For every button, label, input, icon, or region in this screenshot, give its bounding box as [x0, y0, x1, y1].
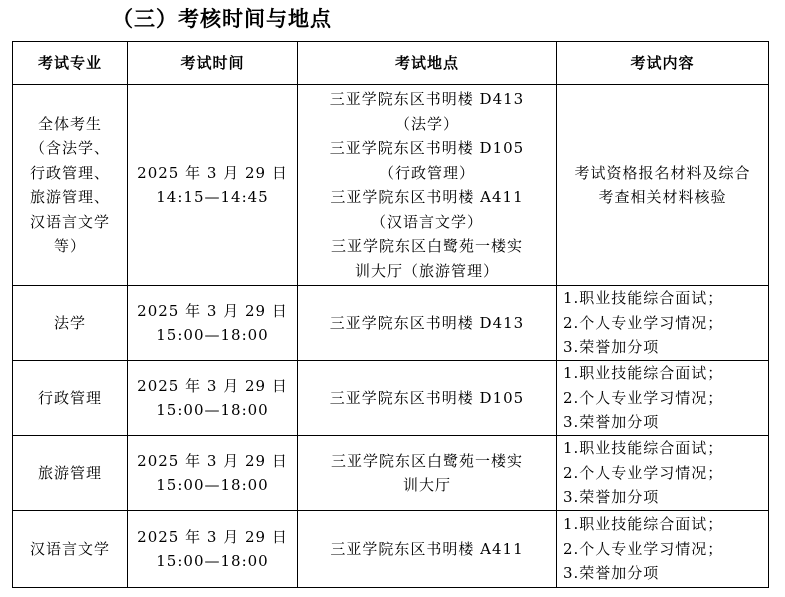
major-line: 行政管理 — [37, 388, 102, 407]
major-line: （含法学、 — [29, 139, 110, 157]
time-range: 14:15—14:45 — [156, 188, 269, 206]
major-line: 全体考生 — [37, 114, 102, 133]
location-line: 三亚学院东区书明楼 D413 — [329, 90, 525, 108]
time-range: 15:00—18:00 — [156, 552, 269, 570]
content-line: 3.荣誉加分项 — [563, 413, 660, 432]
content-line: 1.职业技能综合面试； — [563, 364, 724, 383]
time-cell — [128, 85, 298, 286]
time-range: 15:00—18:00 — [156, 401, 269, 419]
time-cell — [128, 511, 298, 588]
content-line: 考试资格报名材料及综合 — [574, 163, 751, 182]
content-line: 考查相关材料核验 — [598, 188, 727, 206]
major-cell — [13, 361, 128, 436]
time-date: 2025 年 3 月 29 日 — [137, 527, 288, 546]
table-row — [13, 361, 769, 436]
header-time: 考试时间 — [128, 42, 298, 85]
content-cell — [557, 511, 769, 588]
location-line: 三亚学院东区书明楼 A411 — [330, 539, 524, 558]
time-date: 2025 年 3 月 29 日 — [137, 301, 288, 320]
major-line: 汉语言文学 — [29, 539, 110, 558]
table-row — [13, 286, 769, 361]
content-line: 1.职业技能综合面试； — [563, 439, 724, 458]
content-line: 1.职业技能综合面试； — [563, 289, 724, 308]
table-row — [13, 436, 769, 511]
location-line: 训大厅 — [402, 476, 451, 494]
content-line: 2.个人专业学习情况； — [563, 463, 724, 482]
location-cell — [298, 85, 557, 286]
content-line: 3.荣誉加分项 — [563, 338, 660, 357]
time-range: 15:00—18:00 — [156, 326, 269, 344]
location-line: 三亚学院东区书明楼 D413 — [329, 313, 525, 332]
location-line: 训大厅（旅游管理） — [354, 261, 499, 280]
location-line: 三亚学院东区书明楼 D105 — [329, 388, 525, 407]
major-line: 汉语言文学 — [29, 212, 110, 231]
location-line: 三亚学院东区书明楼 A411 — [330, 188, 524, 206]
time-cell — [128, 361, 298, 436]
exam-schedule-table — [12, 41, 769, 588]
location-line: 三亚学院东区白鹭苑一楼实 — [330, 451, 523, 470]
content-cell — [557, 361, 769, 436]
table-row — [13, 511, 769, 588]
location-cell — [298, 436, 557, 511]
table-row — [13, 85, 769, 286]
header-content: 考试内容 — [557, 42, 769, 85]
location-line: （行政管理） — [378, 163, 475, 182]
header-major: 考试专业 — [13, 42, 128, 85]
content-line: 1.职业技能综合面试； — [563, 515, 724, 534]
content-cell — [557, 85, 769, 286]
time-date: 2025 年 3 月 29 日 — [137, 376, 288, 395]
major-line: 旅游管理 — [37, 463, 102, 482]
major-cell — [13, 85, 128, 286]
content-cell — [557, 436, 769, 511]
time-cell — [128, 436, 298, 511]
major-cell — [13, 286, 128, 361]
location-line: （汉语言文学） — [370, 212, 483, 231]
major-line: 等） — [53, 237, 86, 255]
location-line: 三亚学院东区书明楼 D105 — [329, 139, 525, 157]
content-line: 2.个人专业学习情况； — [563, 313, 724, 332]
major-cell — [13, 436, 128, 511]
content-line: 3.荣誉加分项 — [563, 564, 660, 583]
time-date: 2025 年 3 月 29 日 — [137, 163, 288, 182]
location-line: 三亚学院东区白鹭苑一楼实 — [330, 237, 523, 255]
content-line: 2.个人专业学习情况； — [563, 539, 724, 558]
content-line: 2.个人专业学习情况； — [563, 388, 724, 407]
table-header-row — [13, 42, 769, 85]
major-line: 旅游管理、 — [29, 188, 110, 206]
location-cell — [298, 286, 557, 361]
major-cell — [13, 511, 128, 588]
content-line: 3.荣誉加分项 — [563, 488, 660, 507]
major-line: 行政管理、 — [29, 163, 110, 182]
location-cell — [298, 361, 557, 436]
major-line: 法学 — [53, 313, 86, 332]
location-cell — [298, 511, 557, 588]
time-cell — [128, 286, 298, 361]
time-date: 2025 年 3 月 29 日 — [137, 451, 288, 470]
header-location: 考试地点 — [298, 42, 557, 85]
location-line: （法学） — [394, 114, 459, 133]
section-title: （三）考核时间与地点 — [112, 6, 332, 31]
time-range: 15:00—18:00 — [156, 476, 269, 494]
content-cell — [557, 286, 769, 361]
